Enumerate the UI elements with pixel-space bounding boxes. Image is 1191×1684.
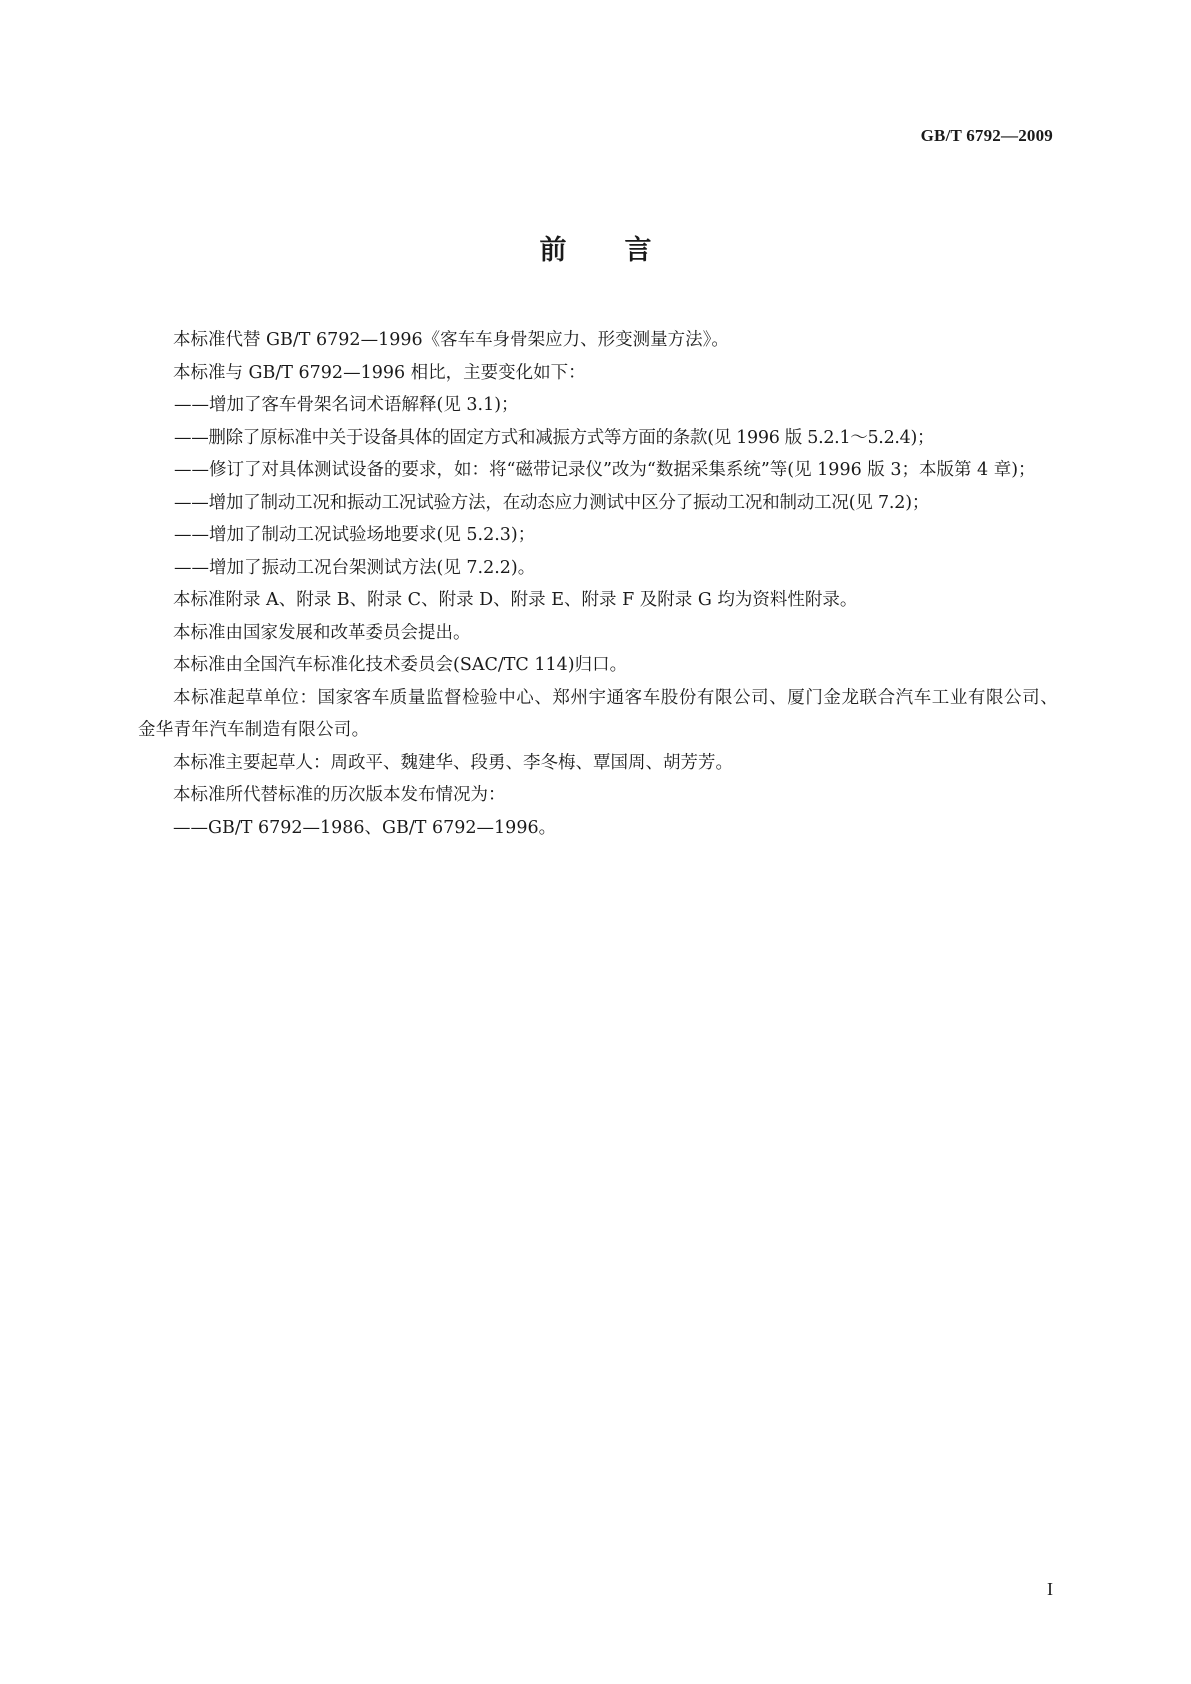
change-item: ——增加了客车骨架名词术语解释(见 3.1)； bbox=[174, 395, 519, 415]
standard-number: GB/T 6792—2009 bbox=[920, 126, 1053, 145]
paragraph-proposed-by: 本标准由国家发展和改革委员会提出。 bbox=[173, 622, 471, 643]
paragraph-under-jurisdiction: 本标准由全国汽车标准化技术委员会(SAC/TC 114)归口。 bbox=[173, 655, 628, 675]
paragraph-drafters: 本标准主要起草人：周政平、魏建华、段勇、李冬梅、覃国周、胡芳芳。 bbox=[173, 752, 733, 773]
change-item: ——增加了振动工况台架测试方法(见 7.2.2)。 bbox=[174, 557, 536, 578]
change-item: ——增加了制动工况和振动工况试验方法，在动态应力测试中区分了振动工况和制动工况(见 7.2)； bbox=[174, 492, 930, 513]
change-item: ——增加了制动工况试验场地要求(见 5.2.3)； bbox=[174, 525, 536, 545]
foreword-body bbox=[138, 324, 1058, 844]
paragraph-drafting-units: 本标准起草单位：国家客车质量监督检验中心、郑州宇通客车股份有限公司、厦门金龙联合汽车工业有限公司、金华青年汽车制造有限公司。 bbox=[138, 687, 1058, 740]
paragraph-replaces: 本标准代替 GB/T 6792—1996《客车车身骨架应力、形变测量方法》。 bbox=[173, 330, 729, 350]
title-char-1: 前 bbox=[539, 235, 567, 266]
paragraph-history-intro: 本标准所代替标准的历次版本发布情况为： bbox=[173, 785, 506, 805]
paragraph-history-list: ——GB/T 6792—1986、GB/T 6792—1996。 bbox=[173, 817, 557, 838]
change-item: ——修订了对具体测试设备的要求，如：将“磁带记录仪”改为“数据采集系统”等(见 1996 版 3；本版第 4 章)； bbox=[174, 460, 1036, 480]
page-number: I bbox=[1047, 1579, 1053, 1599]
paragraph-annexes: 本标准附录 A、附录 B、附录 C、附录 D、附录 E、附录 F 及附录 G 均为资料性附录。 bbox=[173, 590, 858, 610]
change-item: ——删除了原标准中关于设备具体的固定方式和减振方式等方面的条款(见 1996 版 5.2.1～5.2.4)； bbox=[174, 427, 935, 448]
title-char-2: 言 bbox=[624, 235, 652, 266]
paragraph-changes-intro: 本标准与 GB/T 6792—1996 相比，主要变化如下： bbox=[173, 362, 586, 383]
page-title bbox=[0, 228, 1191, 267]
